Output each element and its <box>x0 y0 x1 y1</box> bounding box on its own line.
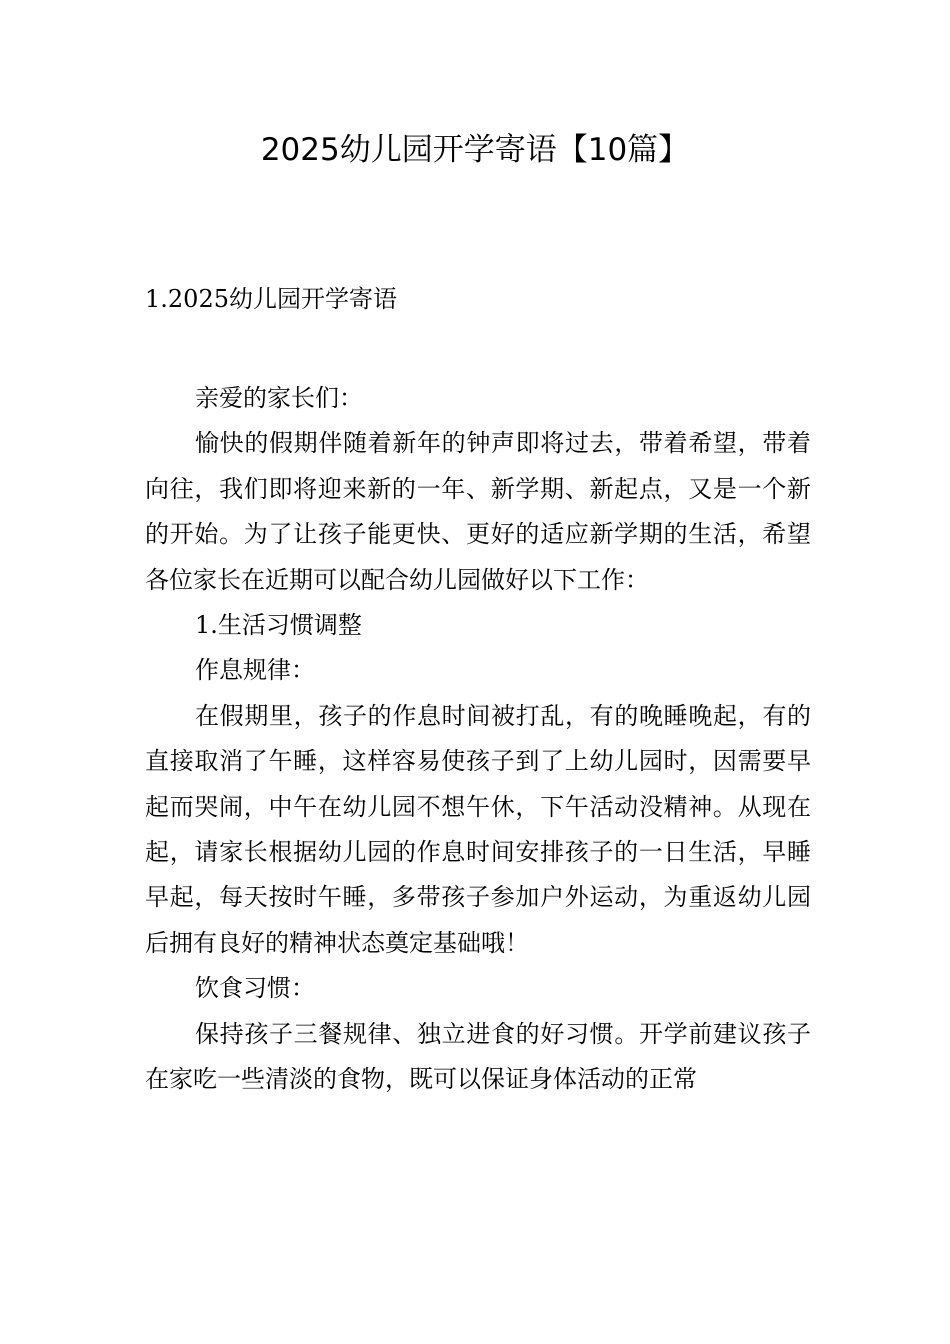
paragraph-intro: 愉快的假期伴随着新年的钟声即将过去，带着希望，带着向往，我们即将迎来新的一年、新学期、新起点，又是一个新的开始。为了让孩子能更快、更好的适应新学期的生活，希望各位家长在近期可以配合幼儿园做好以下工作： <box>145 429 811 594</box>
section-heading: 1.2025幼儿园开学寄语 <box>145 285 397 313</box>
subheading-routine: 作息规律： <box>195 656 315 685</box>
paragraph-routine: 在假期里，孩子的作息时间被打乱，有的晚睡晚起，有的直接取消了午睡，这样容易使孩子到了上幼儿园时，因需要早起而哭闹，中午在幼儿园不想午休，下午活动没精神。从现在起，请家长根据幼儿园的作息时间安排孩子的一日生活，早睡早起，每天按时午睡，多带孩子参加户外运动，为重返幼儿园后拥有良好的精神状态奠定基础哦！ <box>145 701 811 957</box>
subheading-diet: 饮食习惯： <box>195 974 315 1003</box>
document-body <box>145 376 811 1103</box>
paragraph-greeting: 亲爱的家长们： <box>195 384 363 412</box>
document-title: 2025幼儿园开学寄语【10篇】 <box>260 132 690 168</box>
subheading-habit-adjustment: 1.生活习惯调整 <box>195 611 362 640</box>
paragraph-diet: 保持孩子三餐规律、独立进食的好习惯。开学前建议孩子在家吃一些清淡的食物，既可以保证身体活动的正常 <box>145 1019 811 1094</box>
